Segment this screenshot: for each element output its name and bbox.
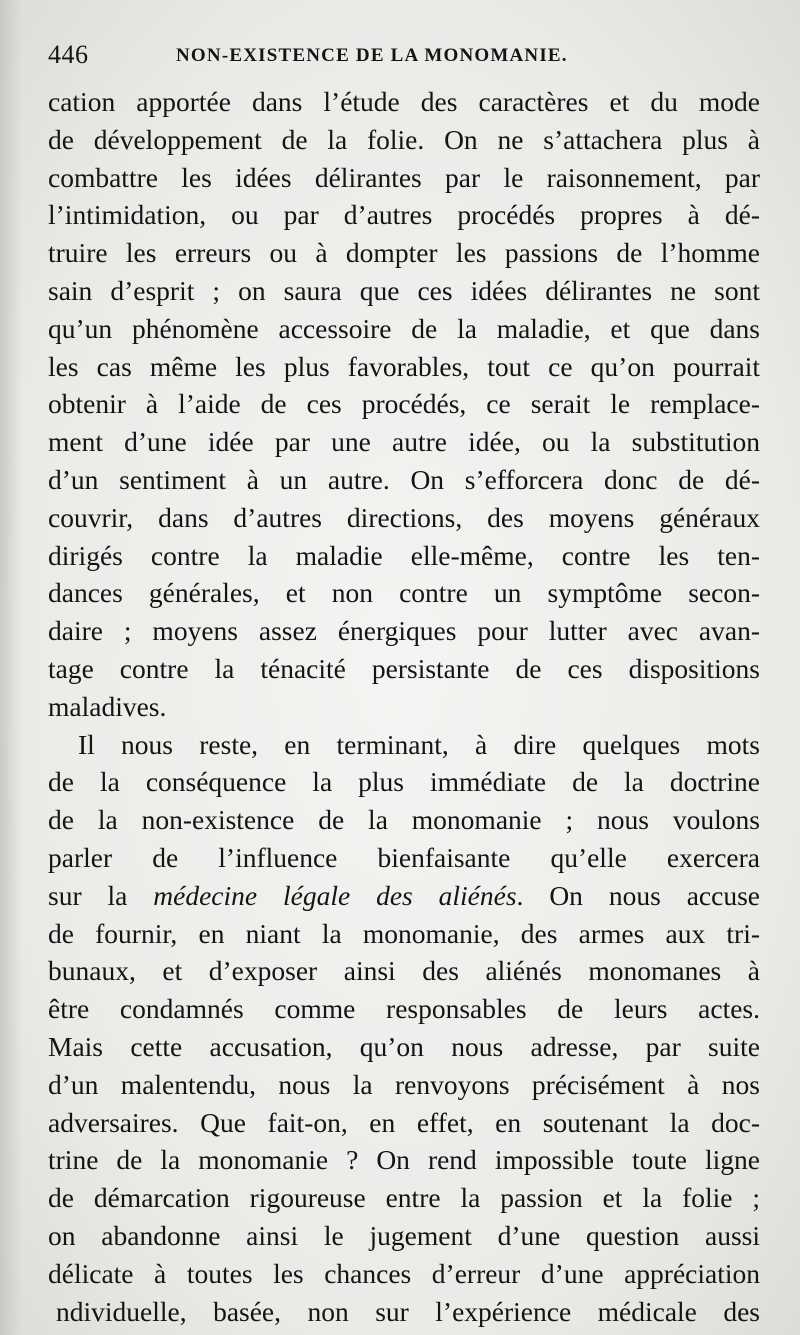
text-line: d’un sentiment à un autre. On s’efforcera donc de dé- (48, 463, 760, 495)
text-segment: sur la (48, 879, 154, 911)
text-line: être condamnés comme responsables de leurs actes. (48, 993, 760, 1025)
text-line: couvrir, dans d’autres directions, des moyens généraux (48, 501, 760, 533)
text-line: ndividuelle, basée, non sur l’expérience médicale des (56, 1295, 760, 1327)
text-line: l’intimidation, ou par d’autres procédés propres à dé- (48, 199, 760, 231)
text-line: délicate à toutes les chances d’erreur d’une appréciation (48, 1257, 760, 1289)
text-segment: . On nous accuse (516, 879, 760, 911)
text-line: ment d’une idée par une autre idée, ou la substitution (48, 426, 760, 458)
paragraph-end-line: maladives. (48, 690, 167, 722)
text-line: de démarcation rigoureuse entre la passion et la folie ; (48, 1182, 760, 1214)
text-line: de développement de la folie. On ne s’attachera plus à (48, 123, 760, 155)
text-line: cation apportée dans l’étude des caractères et du mode (48, 86, 760, 117)
text-line: bunaux, et d’exposer ainsi des aliénés monomanes à (48, 955, 760, 987)
italic-phrase: médecine légale des aliénés (153, 879, 517, 911)
text-line: parler de l’influence bienfaisante qu’elle exercera (48, 841, 760, 873)
text-line: dances générales, et non contre un symptôme secon- (48, 577, 760, 609)
running-head (48, 38, 760, 72)
page-number: 446 (48, 40, 89, 69)
text-line: les cas même les plus favorables, tout ce qu’on pourrait (48, 350, 760, 382)
text-line: combattre les idées délirantes par le raisonnement, par (48, 161, 760, 193)
text-line: de la non-existence de la monomanie ; nous voulons (48, 804, 760, 836)
text-line: de fournir, en niant la monomanie, des armes aux tri- (48, 917, 760, 949)
text-line: sain d’esprit ; on saura que ces idées délirantes ne sont (48, 274, 760, 306)
text-line: tage contre la ténacité persistante de ces dispositions (48, 652, 760, 684)
paragraph-start-line: Il nous reste, en terminant, à dire quelques mots (78, 728, 760, 760)
running-title: NON-EXISTENCE DE LA MONOMANIE. (176, 45, 568, 66)
text-line: Mais cette accusation, qu’on nous adresse, par suite (48, 1030, 760, 1062)
body-text (48, 83, 760, 1330)
text-line: de la conséquence la plus immédiate de la doctrine (48, 766, 760, 798)
text-line: on abandonne ainsi le jugement d’une question aussi (48, 1219, 760, 1251)
text-line-with-italic (48, 877, 760, 915)
text-line: adversaires. Que fait-on, en effet, en soutenant la doc- (48, 1106, 760, 1138)
text-line: truire les erreurs ou à dompter les passions de l’homme (48, 237, 760, 269)
text-line: qu’un phénomène accessoire de la maladie, et que dans (48, 312, 760, 344)
text-line: daire ; moyens assez énergiques pour lutter avec avan- (48, 615, 760, 647)
text-line: trine de la monomanie ? On rend impossible toute ligne (48, 1144, 760, 1176)
text-line: dirigés contre la maladie elle-même, contre les ten- (48, 539, 760, 571)
text-line: obtenir à l’aide de ces procédés, ce serait le remplace- (48, 388, 760, 420)
gutter-shadow (0, 0, 22, 1335)
text-line: d’un malentendu, nous la renvoyons précisément à nos (48, 1068, 760, 1100)
